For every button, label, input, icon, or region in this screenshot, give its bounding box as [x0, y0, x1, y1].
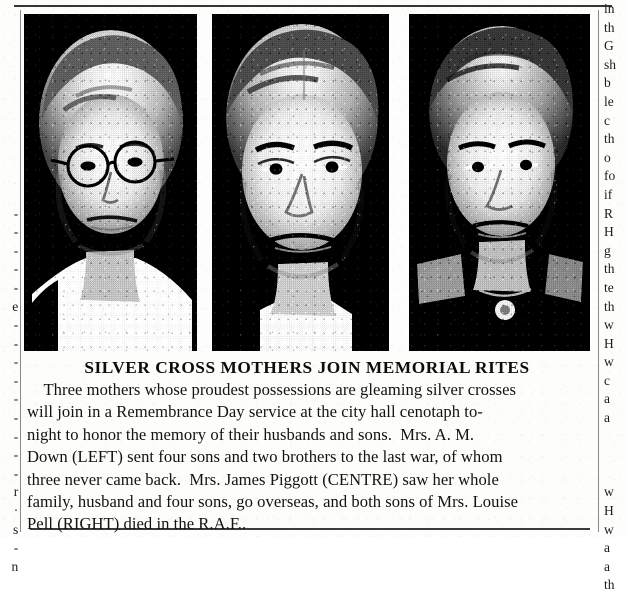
gutter-text-fragment: R	[604, 205, 614, 221]
body-line: will join in a Remembrance Day service at the city hall cenotaph to-	[27, 402, 483, 422]
body-line: night to honor the memory of their husbands and sons. Mrs. A. M.	[27, 424, 475, 444]
portrait-photo-centre	[212, 14, 389, 351]
gutter-text-fragment: s	[13, 521, 18, 537]
gutter-text-fragment: -	[13, 465, 18, 481]
gutter-text-fragment: te	[604, 279, 614, 295]
gutter-text-fragment: th	[604, 19, 615, 35]
gutter-text-fragment: -	[13, 428, 18, 444]
gutter-text-fragment: -	[13, 540, 18, 556]
gutter-text-fragment: G	[604, 38, 614, 54]
column-rule-right	[598, 10, 599, 532]
gutter-text-fragment	[0, 74, 18, 93]
gutter-text-fragment: th	[604, 577, 615, 593]
gutter-text-fragment: -	[13, 261, 18, 277]
gutter-text-fragment: -	[13, 279, 18, 295]
gutter-text-fragment: c	[604, 112, 610, 128]
gutter-text-fragment: le	[604, 93, 614, 109]
gutter-text-fragment: -	[13, 354, 18, 370]
gutter-text-fragment: e	[12, 298, 18, 314]
gutter-text-fragment: c	[604, 372, 610, 388]
gutter-text-fragment	[0, 0, 18, 19]
gutter-text-fragment: -	[13, 317, 18, 333]
gutter-text-fragment	[0, 186, 18, 205]
gutter-text-fragment: w	[604, 521, 614, 537]
gutter-text-fragment: sh	[604, 56, 617, 72]
gutter-text-fragment	[0, 56, 18, 75]
photo-strip	[24, 14, 590, 351]
gutter-text-fragment: th	[604, 261, 615, 277]
gutter-text-fragment: w	[604, 484, 614, 500]
gutter-text-fragment: o	[604, 149, 611, 165]
gutter-text-fragment: H	[604, 503, 614, 519]
gutter-text-fragment: a	[604, 391, 610, 407]
article-body	[27, 379, 593, 536]
gutter-left-column-fragments	[0, 0, 20, 574]
portrait-photo-left	[24, 14, 197, 351]
body-line: Pell (RIGHT) died in the R.A.F..	[27, 514, 247, 534]
article-headline: SILVER CROSS MOTHERS JOIN MEMORIAL RITES	[84, 358, 530, 377]
gutter-text-fragment: a	[604, 540, 610, 556]
gutter-text-fragment: -	[13, 391, 18, 407]
gutter-text-fragment: n	[11, 558, 18, 574]
gutter-text-fragment: ·	[13, 503, 18, 519]
gutter-text-fragment: -	[13, 242, 18, 258]
gutter-text-fragment	[0, 19, 18, 38]
gutter-text-fragment: -	[13, 447, 18, 463]
gutter-text-fragment	[0, 37, 18, 56]
gutter-text-fragment: th	[604, 131, 615, 147]
gutter-right-column-fragments	[602, 0, 629, 593]
gutter-text-fragment: g	[604, 242, 611, 258]
gutter-text-fragment: in	[604, 1, 615, 16]
gutter-text-fragment: r	[13, 484, 18, 500]
body-line: Three mothers whose proudest possessions are gleaming silver crosses	[27, 380, 517, 399]
gutter-text-fragment: -	[13, 410, 18, 426]
gutter-text-fragment	[604, 465, 629, 484]
gutter-text-fragment: -	[13, 224, 18, 240]
body-line: three never came back. Mrs. James Piggott (CENTRE) saw her whole	[27, 469, 499, 489]
body-line: Down (LEFT) sent four sons and two brothers to the last war, of whom	[27, 447, 503, 467]
gutter-text-fragment	[0, 93, 18, 112]
gutter-text-fragment	[0, 167, 18, 186]
rule-top	[14, 5, 612, 7]
gutter-text-fragment	[604, 446, 629, 465]
gutter-text-fragment	[604, 428, 629, 447]
gutter-text-fragment: a	[604, 410, 610, 426]
gutter-text-fragment: w	[604, 317, 614, 333]
gutter-text-fragment: if	[604, 186, 613, 202]
gutter-text-fragment: H	[604, 224, 614, 240]
column-rule-left	[20, 10, 21, 532]
body-line: family, husband and four sons, go overseas, and both sons of Mrs. Louise	[27, 491, 519, 511]
gutter-text-fragment: -	[13, 335, 18, 351]
gutter-text-fragment	[0, 149, 18, 168]
gutter-text-fragment: H	[604, 335, 614, 351]
gutter-text-fragment: -	[13, 372, 18, 388]
portrait-photo-right	[409, 14, 590, 351]
gutter-text-fragment: a	[604, 558, 610, 574]
gutter-text-fragment: w	[604, 354, 614, 370]
gutter-text-fragment: b	[604, 75, 611, 91]
gutter-text-fragment: th	[604, 298, 615, 314]
gutter-text-fragment: fo	[604, 168, 616, 184]
gutter-text-fragment: -	[13, 205, 18, 221]
gutter-text-fragment	[0, 112, 18, 131]
gutter-text-fragment	[0, 130, 18, 149]
